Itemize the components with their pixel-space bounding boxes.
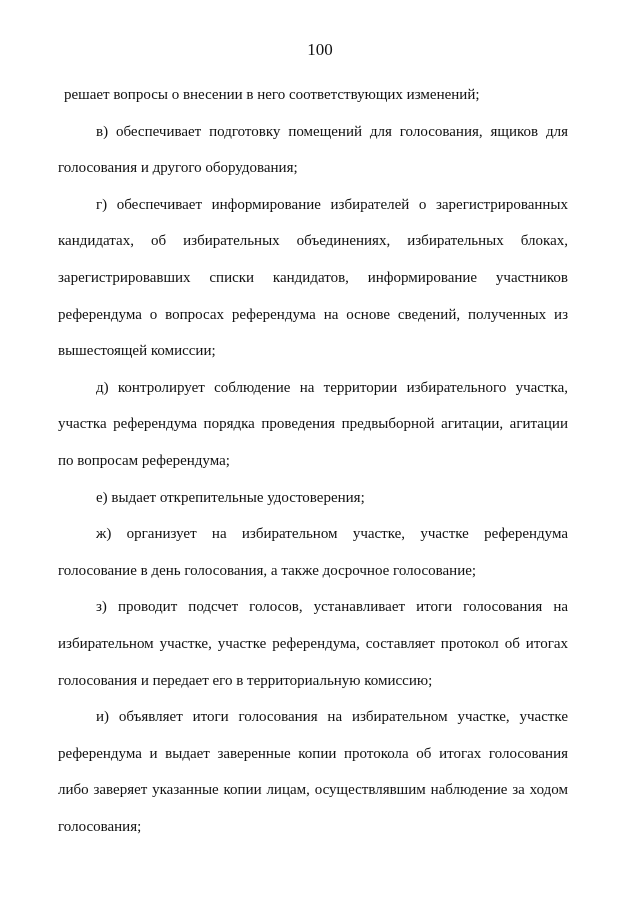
paragraph-item-i: и) объявляет итоги голосования на избирательном участке, участке референдума и выдает заверенные копии протокола об итогах голосования либо заверяет указанные копии лицам, осуществлявшим наблюдение за ходом голосования; xyxy=(58,709,568,835)
paragraph-continuation: решает вопросы о внесении в него соответствующих изменений; xyxy=(64,87,480,103)
paragraph-item-d: д) контролирует соблюдение на территории избирательного участка, участка референдума порядка проведения предвыборной агитации, агитации по вопросам референдума; xyxy=(58,379,568,469)
paragraph-item-z: з) проводит подсчет голосов, устанавливает итоги голосования на избирательном участке, участке референдума, составляет протокол об итогах голосования и передает его в территориальную комиссию; xyxy=(58,599,568,689)
page-number: 100 xyxy=(307,40,333,59)
paragraph-item-zh: ж) организует на избирательном участке, участке референдума голосование в день голосования, а также досрочное голосование; xyxy=(58,526,568,579)
document-body xyxy=(58,77,568,845)
paragraph-item-e: е) выдает открепительные удостоверения; xyxy=(96,489,365,506)
paragraph-item-g: г) обеспечивает информирование избирателей о зарегистрированных кандидатах, об избирательных объединениях, избирательных блоках, зарегистрировавших списки кандидатов, информирование участников референдума о вопросах референдума на основе сведений, полученных из вышестоящей комиссии; xyxy=(58,196,568,360)
paragraph-item-v: в) обеспечивает подготовку помещений для голосования, ящиков для голосования и другого оборудования; xyxy=(58,123,568,177)
